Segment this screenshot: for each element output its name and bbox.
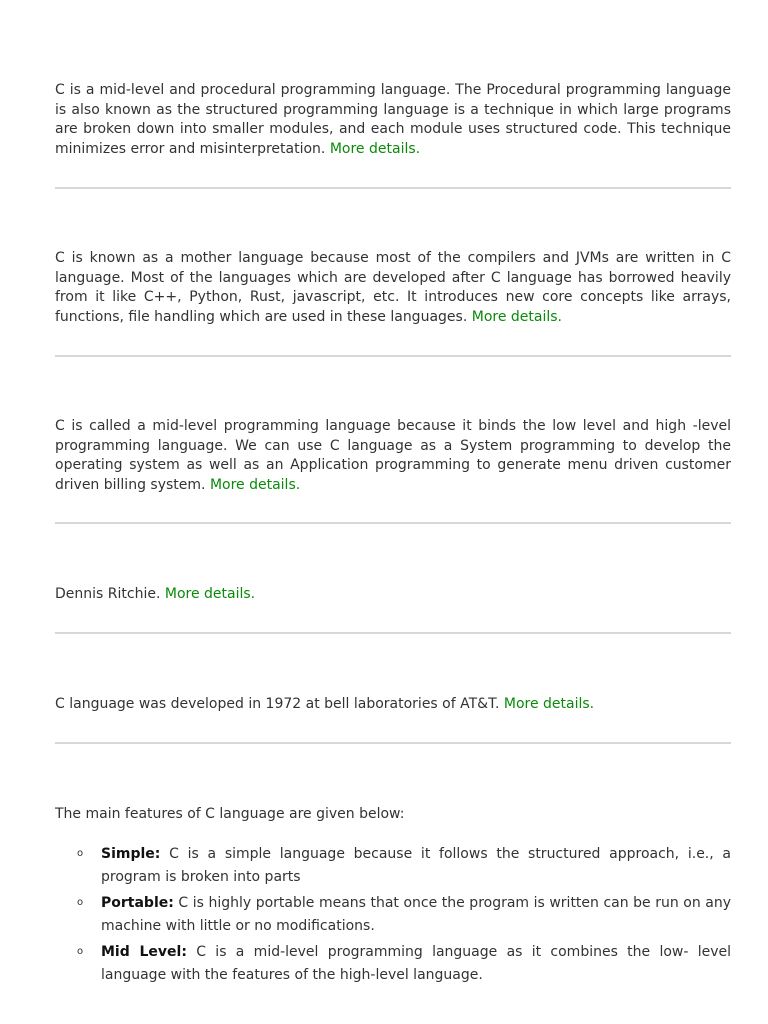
more-details-link[interactable]: More details. [164, 586, 256, 602]
answer-paragraph-mid-level [55, 417, 731, 495]
circle-bullet-icon: o [77, 897, 84, 908]
answer-paragraph-history [55, 695, 731, 715]
more-details-link[interactable]: More details. [209, 476, 301, 493]
feature-item-portable [55, 892, 731, 937]
feature-item-simple [55, 843, 731, 888]
features-intro: The main features of C language are given below: [55, 806, 405, 822]
feature-term: Simple: [101, 846, 161, 862]
answer-text: C is known as a mother language because most of the compilers and JVMs are written in C language. Most of the languages which are developed after C language has borrowed heavily from it like C++, Python, Rust, javascript, etc. It introduces new core concepts like arrays, functions, file handling which are used in these languages. [55, 250, 731, 325]
answer-text: C is a mid-level and procedural programming language. The Procedural programming language is also known as the structured programming language is a technique in which large programs are broken down into smaller modules, and each module uses structured code. This technique minimizes error and misinterpretation. [55, 82, 731, 157]
feature-description: C is highly portable means that once the program is written can be run on any machine with little or no modifications. [101, 895, 732, 934]
more-details-link[interactable]: More details. [503, 696, 595, 712]
answer-text: C language was developed in 1972 at bell laboratories of AT&T. [55, 696, 500, 712]
answer-paragraph-procedural [55, 81, 731, 159]
feature-item-mid-level [55, 941, 731, 986]
feature-description: C is a simple language because it follows the structured approach, i.e., a program is broken into parts [101, 846, 732, 885]
section-divider [55, 522, 731, 524]
section-divider [55, 355, 731, 357]
answer-paragraph-founder [55, 585, 731, 605]
features-list [55, 843, 731, 990]
section-divider [55, 187, 731, 189]
answer-paragraph-mother-language [55, 249, 731, 327]
feature-term: Portable: [101, 895, 174, 911]
answer-text: Dennis Ritchie. [55, 586, 161, 602]
circle-bullet-icon: o [77, 946, 84, 957]
more-details-link[interactable]: More details. [471, 308, 562, 325]
circle-bullet-icon: o [77, 848, 84, 859]
feature-term: Mid Level: [101, 944, 187, 960]
more-details-link[interactable]: More details. [329, 140, 421, 157]
section-divider [55, 632, 731, 634]
section-divider [55, 742, 731, 744]
feature-description: C is a mid-level programming language as it combines the low- level language with the features of the high-level language. [101, 944, 732, 983]
answer-text: C is called a mid-level programming language because it binds the low level and high -level programming language. We can use C language as a System programming to develop the operating system as well as an Application programming to generate menu driven customer driven billing system. [55, 418, 731, 493]
